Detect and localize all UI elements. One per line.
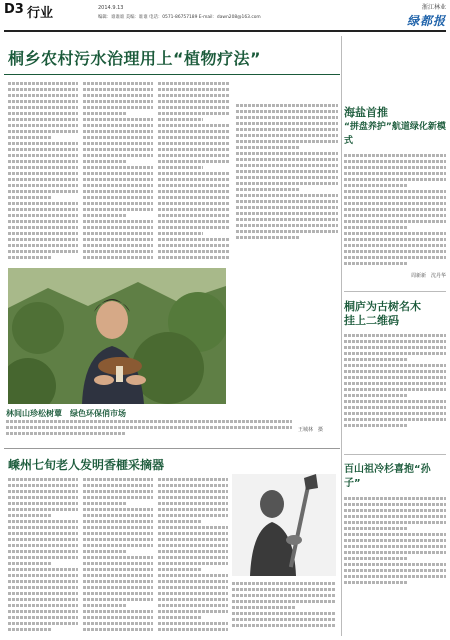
side-box-text: [236, 104, 338, 264]
side-divider-2: [344, 454, 446, 455]
photo-caption-title: 林间山珍松树蕈 绿色环保俏市场: [6, 409, 126, 418]
inventor-photo: [232, 474, 336, 576]
header-rule: [4, 30, 446, 32]
masthead-meta: [98, 4, 268, 22]
section-name: 行业: [27, 6, 54, 21]
main-article-col-3: [158, 82, 230, 262]
side-article-1-byline: 周新新 沈丹华: [410, 273, 446, 279]
photo-credit: 王城林 摄: [298, 427, 324, 433]
editor-line: 编辑：谁谁谁 美编：谁谁 电话：0571-86757189 E-mail：dawn208@163.com: [98, 15, 261, 20]
mushroom-photo-illustration: [8, 268, 226, 404]
mushroom-photo: [8, 268, 226, 404]
photo-caption-body: [6, 420, 336, 438]
side-article-2-title-line1: 桐庐为古树名木: [344, 300, 421, 313]
side-article-1-body: [344, 154, 446, 274]
bottom-article-col-3: [158, 478, 228, 634]
bottom-article-col-4: [232, 582, 336, 636]
side-article-3-title: 百山祖冷杉喜抱“孙子”: [344, 464, 431, 489]
side-article-2-title: [344, 300, 446, 328]
headline-rule: [4, 74, 340, 75]
bottom-article-col-1: [8, 478, 78, 634]
paper-zone: 浙江林业: [421, 4, 446, 11]
side-article-1-title: [344, 106, 446, 148]
bottom-article-col-2: [83, 478, 153, 634]
bottom-headline: 嵊州七旬老人发明香榧采摘器: [8, 458, 165, 472]
main-headline: 桐乡农村污水治理用上“植物疗法”: [8, 49, 262, 68]
bottom-section-rule: [4, 448, 340, 449]
paper-title: 绿都报: [406, 14, 446, 28]
issue-date: 2014.9.13: [98, 5, 124, 11]
page-header: [0, 0, 450, 32]
side-article-1-title-line2: “拼盘养护”航道绿化新模式: [344, 122, 446, 146]
side-divider-1: [344, 291, 446, 292]
side-article-1-title-line1: 海盐首推: [344, 106, 388, 119]
side-article-3-body: [344, 497, 446, 597]
main-article-col-1: [8, 82, 78, 262]
main-article-col-2: [83, 82, 153, 262]
right-column: [344, 36, 446, 636]
section-code: D3: [4, 2, 24, 17]
side-article-2-body: [344, 334, 446, 444]
right-column-divider: [341, 36, 342, 636]
side-box-inner: [236, 104, 338, 264]
side-article-2-title-line2: 挂上二维码: [344, 314, 399, 327]
inventor-photo-illustration: [232, 474, 336, 576]
